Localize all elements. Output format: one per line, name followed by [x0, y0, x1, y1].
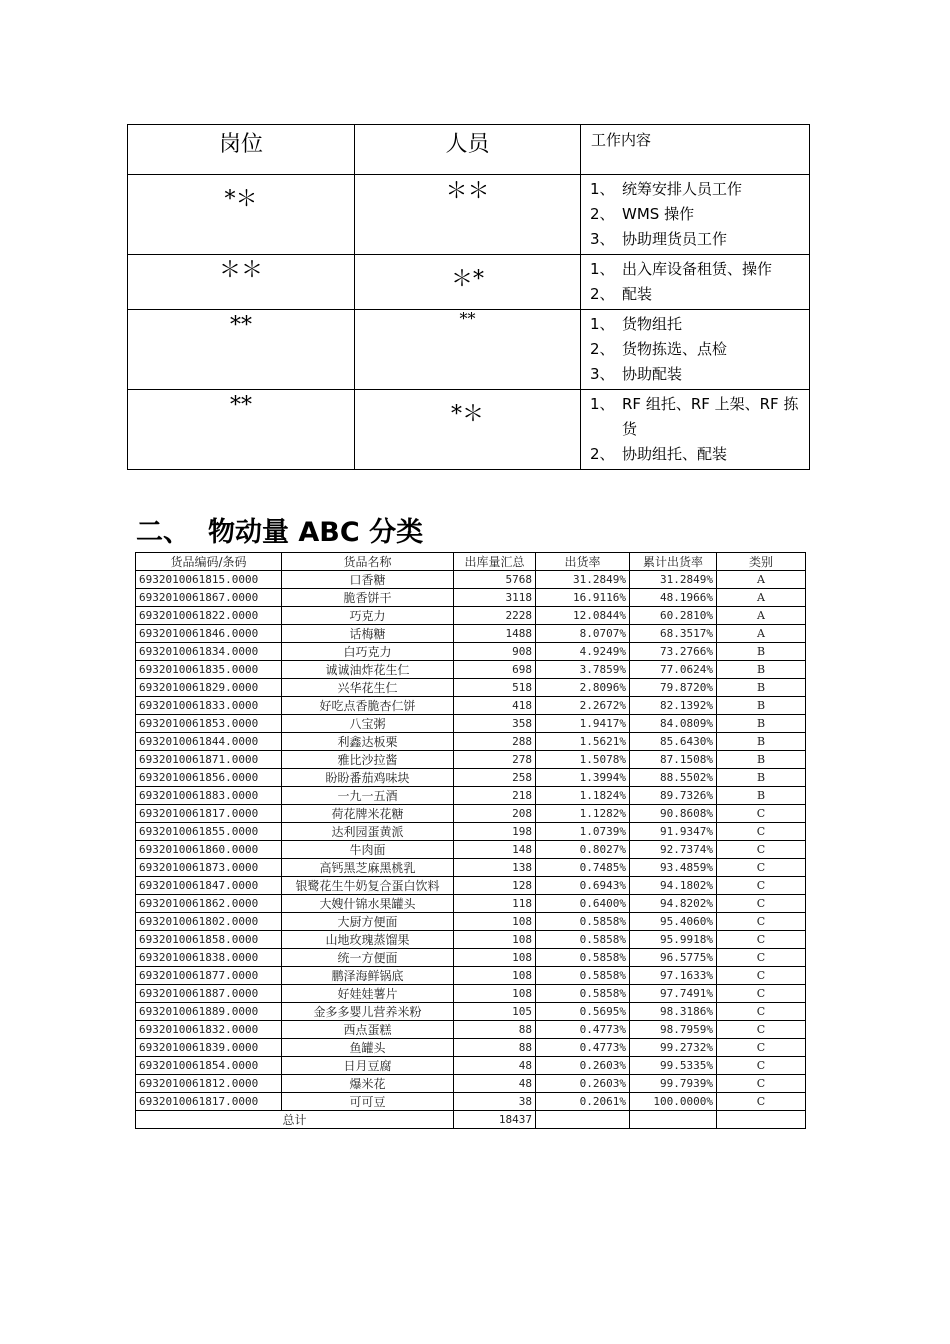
table-row [136, 571, 806, 589]
item-class: C [717, 895, 806, 913]
item-name: 脆香饼干 [282, 589, 454, 607]
item-class: C [717, 949, 806, 967]
item-rate: 12.0844% [536, 607, 630, 625]
table-row [136, 805, 806, 823]
col-header-code: 货品编码/条码 [136, 553, 282, 571]
item-cumulative: 97.7491% [630, 985, 717, 1003]
item-class: C [717, 1039, 806, 1057]
table-row [136, 733, 806, 751]
item-rate: 2.8096% [536, 679, 630, 697]
table-row [136, 967, 806, 985]
item-class: C [717, 913, 806, 931]
item-cumulative: 48.1966% [630, 589, 717, 607]
item-class: C [717, 877, 806, 895]
item-code: 6932010061871.0000 [136, 751, 282, 769]
item-cumulative: 68.3517% [630, 625, 717, 643]
item-rate: 0.5858% [536, 913, 630, 931]
abc-table [135, 552, 806, 1129]
item-qty: 418 [454, 697, 536, 715]
item-class: A [717, 625, 806, 643]
item-code: 6932010061839.0000 [136, 1039, 282, 1057]
item-cumulative: 90.8608% [630, 805, 717, 823]
item-rate: 1.3994% [536, 769, 630, 787]
item-rate: 2.2672% [536, 697, 630, 715]
item-qty: 108 [454, 913, 536, 931]
item-cumulative: 94.8202% [630, 895, 717, 913]
abc-header-row [136, 553, 806, 571]
item-code: 6932010061860.0000 [136, 841, 282, 859]
item-cumulative: 93.4859% [630, 859, 717, 877]
item-code: 6932010061822.0000 [136, 607, 282, 625]
item-qty: 118 [454, 895, 536, 913]
table-row [136, 643, 806, 661]
item-code: 6932010061832.0000 [136, 1021, 282, 1039]
item-qty: 2228 [454, 607, 536, 625]
table-row [136, 625, 806, 643]
item-code: 6932010061887.0000 [136, 985, 282, 1003]
item-cumulative: 82.1392% [630, 697, 717, 715]
item-code: 6932010061867.0000 [136, 589, 282, 607]
table-row [136, 949, 806, 967]
item-qty: 278 [454, 751, 536, 769]
item-class: C [717, 859, 806, 877]
item-rate: 4.9249% [536, 643, 630, 661]
item-name: 山地玫瑰蒸馏果 [282, 931, 454, 949]
item-rate: 0.6400% [536, 895, 630, 913]
post-cell: ** [128, 390, 355, 470]
total-empty-cell [630, 1111, 717, 1129]
item-qty: 105 [454, 1003, 536, 1021]
item-code: 6932010061802.0000 [136, 913, 282, 931]
item-qty: 48 [454, 1057, 536, 1075]
item-class: B [717, 733, 806, 751]
task-item: 1、 RF 组托、RF 上架、RF 拣货 [590, 395, 799, 438]
item-code: 6932010061817.0000 [136, 1093, 282, 1111]
item-name: 鱼罐头 [282, 1039, 454, 1057]
item-rate: 3.7859% [536, 661, 630, 679]
item-cumulative: 31.2849% [630, 571, 717, 589]
item-rate: 1.1282% [536, 805, 630, 823]
item-cumulative: 88.5502% [630, 769, 717, 787]
item-name: 牛肉面 [282, 841, 454, 859]
item-name: 雅比沙拉酱 [282, 751, 454, 769]
duties-cell [581, 175, 810, 255]
table-row [136, 1075, 806, 1093]
item-qty: 5768 [454, 571, 536, 589]
item-cumulative: 96.5775% [630, 949, 717, 967]
item-cumulative: 98.7959% [630, 1021, 717, 1039]
task-item: 2、 WMS 操作 [590, 205, 695, 223]
item-class: A [717, 571, 806, 589]
item-class: A [717, 607, 806, 625]
item-code: 6932010061883.0000 [136, 787, 282, 805]
item-qty: 38 [454, 1093, 536, 1111]
section-number: 二、 [136, 517, 190, 548]
item-cumulative: 89.7326% [630, 787, 717, 805]
item-rate: 0.6943% [536, 877, 630, 895]
staff-cell: ＊＊ [355, 175, 581, 255]
header-post: 岗位 [128, 125, 355, 175]
total-label: 总计 [136, 1111, 454, 1129]
item-class: C [717, 1003, 806, 1021]
item-name: 好吃点香脆杏仁饼 [282, 697, 454, 715]
item-name: 好娃娃薯片 [282, 985, 454, 1003]
item-name: 统一方便面 [282, 949, 454, 967]
abc-body [136, 571, 806, 1111]
item-cumulative: 97.1633% [630, 967, 717, 985]
item-code: 6932010061854.0000 [136, 1057, 282, 1075]
item-rate: 1.0739% [536, 823, 630, 841]
item-class: B [717, 787, 806, 805]
item-qty: 218 [454, 787, 536, 805]
item-cumulative: 95.9918% [630, 931, 717, 949]
item-rate: 0.5858% [536, 931, 630, 949]
item-name: 达利园蛋黄派 [282, 823, 454, 841]
staff-cell: ＊* [355, 255, 581, 310]
staff-cell: *＊ [355, 390, 581, 470]
item-code: 6932010061834.0000 [136, 643, 282, 661]
item-rate: 0.5858% [536, 949, 630, 967]
item-qty: 518 [454, 679, 536, 697]
table-row [136, 859, 806, 877]
task-item: 3、 协助理货员工作 [590, 230, 728, 248]
duties-cell [581, 310, 810, 390]
item-code: 6932010061858.0000 [136, 931, 282, 949]
table-row [136, 1057, 806, 1075]
item-code: 6932010061856.0000 [136, 769, 282, 787]
item-qty: 88 [454, 1021, 536, 1039]
item-qty: 148 [454, 841, 536, 859]
item-name: 西点蛋糕 [282, 1021, 454, 1039]
duty-header-row [128, 125, 810, 175]
item-rate: 0.7485% [536, 859, 630, 877]
item-qty: 208 [454, 805, 536, 823]
item-qty: 358 [454, 715, 536, 733]
item-name: 利鑫达板栗 [282, 733, 454, 751]
table-row [136, 589, 806, 607]
item-class: C [717, 985, 806, 1003]
item-name: 高钙黑芝麻黑桃乳 [282, 859, 454, 877]
task-item: 2、 协助组托、配装 [590, 445, 728, 463]
table-row [136, 841, 806, 859]
item-cumulative: 100.0000% [630, 1093, 717, 1111]
post-cell: *＊ [128, 175, 355, 255]
duty-row [128, 255, 810, 310]
item-rate: 16.9116% [536, 589, 630, 607]
item-name: 爆米花 [282, 1075, 454, 1093]
col-header-cumulative: 累计出货率 [630, 553, 717, 571]
item-qty: 3118 [454, 589, 536, 607]
header-duties: 工作内容 [581, 125, 810, 175]
item-code: 6932010061838.0000 [136, 949, 282, 967]
item-class: C [717, 967, 806, 985]
post-cell: ** [128, 310, 355, 390]
item-code: 6932010061889.0000 [136, 1003, 282, 1021]
table-row [136, 1003, 806, 1021]
item-qty: 48 [454, 1075, 536, 1093]
item-class: B [717, 715, 806, 733]
item-qty: 1488 [454, 625, 536, 643]
table-row [136, 787, 806, 805]
table-row [136, 715, 806, 733]
item-name: 八宝粥 [282, 715, 454, 733]
item-name: 口香糖 [282, 571, 454, 589]
table-row [136, 661, 806, 679]
item-qty: 108 [454, 967, 536, 985]
section-heading [136, 510, 423, 549]
item-rate: 0.5695% [536, 1003, 630, 1021]
item-cumulative: 84.0809% [630, 715, 717, 733]
item-name: 一九一五酒 [282, 787, 454, 805]
task-item: 2、 配装 [590, 285, 653, 303]
item-cumulative: 99.7939% [630, 1075, 717, 1093]
item-cumulative: 94.1802% [630, 877, 717, 895]
item-class: B [717, 643, 806, 661]
task-item: 2、 货物拣选、点检 [590, 340, 728, 358]
item-code: 6932010061815.0000 [136, 571, 282, 589]
table-row [136, 913, 806, 931]
item-code: 6932010061862.0000 [136, 895, 282, 913]
item-cumulative: 87.1508% [630, 751, 717, 769]
item-rate: 0.4773% [536, 1021, 630, 1039]
item-qty: 258 [454, 769, 536, 787]
item-rate: 0.2603% [536, 1075, 630, 1093]
task-item: 1、 货物组托 [590, 315, 683, 333]
total-empty-cell [717, 1111, 806, 1129]
item-qty: 108 [454, 931, 536, 949]
table-row [136, 1093, 806, 1111]
task-item: 3、 协助配装 [590, 365, 683, 383]
table-row [136, 769, 806, 787]
table-row [136, 751, 806, 769]
duty-row [128, 310, 810, 390]
table-row [136, 877, 806, 895]
duty-row [128, 175, 810, 255]
item-name: 巧克力 [282, 607, 454, 625]
item-code: 6932010061853.0000 [136, 715, 282, 733]
item-name: 大厨方便面 [282, 913, 454, 931]
item-code: 6932010061817.0000 [136, 805, 282, 823]
table-row [136, 607, 806, 625]
table-row [136, 823, 806, 841]
total-qty: 18437 [454, 1111, 536, 1129]
item-code: 6932010061847.0000 [136, 877, 282, 895]
item-qty: 288 [454, 733, 536, 751]
item-code: 6932010061855.0000 [136, 823, 282, 841]
total-row [136, 1111, 806, 1129]
item-class: B [717, 769, 806, 787]
item-name: 大嫂什锦水果罐头 [282, 895, 454, 913]
item-rate: 8.0707% [536, 625, 630, 643]
item-class: C [717, 1057, 806, 1075]
item-rate: 0.2603% [536, 1057, 630, 1075]
section-title: 物动量 ABC 分类 [208, 517, 424, 548]
item-class: C [717, 1021, 806, 1039]
item-rate: 0.5858% [536, 985, 630, 1003]
staff-cell: ** [355, 310, 581, 390]
item-class: C [717, 931, 806, 949]
total-empty-cell [536, 1111, 630, 1129]
item-name: 兴华花生仁 [282, 679, 454, 697]
item-code: 6932010061829.0000 [136, 679, 282, 697]
item-qty: 108 [454, 985, 536, 1003]
item-qty: 108 [454, 949, 536, 967]
duties-cell [581, 390, 810, 470]
post-cell: ＊＊ [128, 255, 355, 310]
table-row [136, 985, 806, 1003]
item-name: 可可豆 [282, 1093, 454, 1111]
item-code: 6932010061833.0000 [136, 697, 282, 715]
table-row [136, 895, 806, 913]
item-cumulative: 99.5335% [630, 1057, 717, 1075]
item-name: 诚诚油炸花生仁 [282, 661, 454, 679]
item-rate: 31.2849% [536, 571, 630, 589]
item-rate: 1.5078% [536, 751, 630, 769]
item-class: C [717, 805, 806, 823]
item-qty: 128 [454, 877, 536, 895]
col-header-qty: 出库量汇总 [454, 553, 536, 571]
item-class: C [717, 841, 806, 859]
col-header-rate: 出货率 [536, 553, 630, 571]
item-qty: 198 [454, 823, 536, 841]
table-row [136, 931, 806, 949]
table-row [136, 1039, 806, 1057]
item-cumulative: 91.9347% [630, 823, 717, 841]
item-class: C [717, 823, 806, 841]
item-code: 6932010061873.0000 [136, 859, 282, 877]
table-row [136, 679, 806, 697]
duty-row [128, 390, 810, 470]
item-name: 金多多婴儿营养米粉 [282, 1003, 454, 1021]
item-rate: 1.1824% [536, 787, 630, 805]
item-name: 白巧克力 [282, 643, 454, 661]
item-class: B [717, 751, 806, 769]
task-item: 1、 出入库设备租赁、操作 [590, 260, 773, 278]
item-cumulative: 60.2810% [630, 607, 717, 625]
item-name: 话梅糖 [282, 625, 454, 643]
item-cumulative: 98.3186% [630, 1003, 717, 1021]
table-row [136, 697, 806, 715]
col-header-class: 类别 [717, 553, 806, 571]
item-cumulative: 85.6430% [630, 733, 717, 751]
item-rate: 1.5621% [536, 733, 630, 751]
item-code: 6932010061812.0000 [136, 1075, 282, 1093]
item-rate: 1.9417% [536, 715, 630, 733]
item-cumulative: 95.4060% [630, 913, 717, 931]
item-code: 6932010061877.0000 [136, 967, 282, 985]
item-qty: 698 [454, 661, 536, 679]
item-cumulative: 77.0624% [630, 661, 717, 679]
item-code: 6932010061835.0000 [136, 661, 282, 679]
item-class: C [717, 1093, 806, 1111]
item-rate: 0.5858% [536, 967, 630, 985]
item-name: 日月豆腐 [282, 1057, 454, 1075]
item-rate: 0.8027% [536, 841, 630, 859]
item-class: A [717, 589, 806, 607]
item-class: B [717, 661, 806, 679]
item-rate: 0.2061% [536, 1093, 630, 1111]
item-cumulative: 79.8720% [630, 679, 717, 697]
header-staff: 人员 [355, 125, 581, 175]
item-name: 银鹭花生牛奶复合蛋白饮料 [282, 877, 454, 895]
table-row [136, 1021, 806, 1039]
task-item: 1、 统筹安排人员工作 [590, 180, 743, 198]
duties-cell [581, 255, 810, 310]
item-qty: 88 [454, 1039, 536, 1057]
item-cumulative: 73.2766% [630, 643, 717, 661]
item-name: 盼盼番茄鸡味块 [282, 769, 454, 787]
item-code: 6932010061846.0000 [136, 625, 282, 643]
item-rate: 0.4773% [536, 1039, 630, 1057]
duty-table [127, 124, 810, 470]
item-name: 鹏泽海鲜锅底 [282, 967, 454, 985]
item-code: 6932010061844.0000 [136, 733, 282, 751]
item-class: C [717, 1075, 806, 1093]
col-header-name: 货品名称 [282, 553, 454, 571]
item-class: B [717, 679, 806, 697]
item-class: B [717, 697, 806, 715]
item-name: 荷花牌米花糖 [282, 805, 454, 823]
item-qty: 138 [454, 859, 536, 877]
item-cumulative: 99.2732% [630, 1039, 717, 1057]
item-cumulative: 92.7374% [630, 841, 717, 859]
item-qty: 908 [454, 643, 536, 661]
